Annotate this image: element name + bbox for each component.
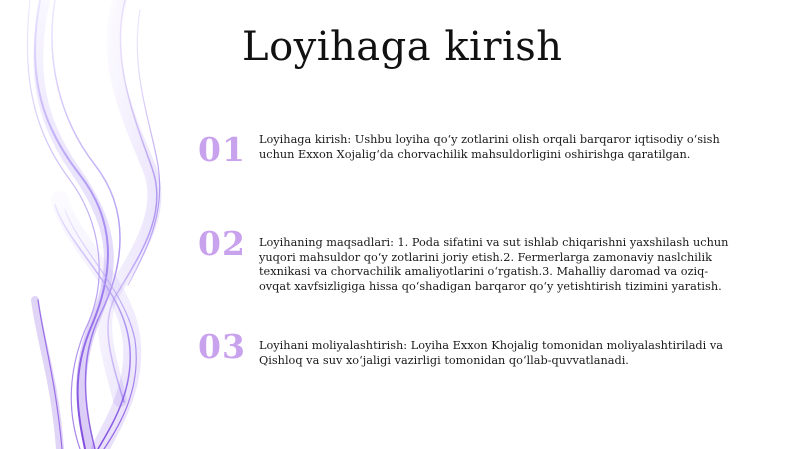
item-number: 01 <box>198 130 246 169</box>
slide-title: Loyihaga kirish <box>242 24 563 70</box>
item-text: Loyihani moliyalashtirish: Loyiha Exxon Khojalig tomonidan moliyalashtiriladi va Qishloq va suv xo‘jaligi vazirligi tomonidan qo‘llab-quvvatlanadi. <box>259 339 723 367</box>
item-number: 03 <box>198 327 246 366</box>
item-number: 02 <box>198 224 246 263</box>
item-text: Loyihaning maqsadlari: 1. Poda sifatini va sut ishlab chiqarishni yaxshilash uchun yuqori mahsuldor qo‘y zotlarini joriy etish.2. Fermerlarga zamonaviy naslchilik texnikasi va chorvachilik amaliyotlarini o‘rgatish.3. Mahalliy daromad va oziq-ovqat xavfsizligiga hissa qo‘shadigan barqaror qo‘y yetishtirish tizimini yaratish. <box>259 236 729 293</box>
item-text: Loyihaga kirish: Ushbu loyiha qo‘y zotlarini olish orqali barqaror iqtisodiy o‘sish uchun Exxon Xojalig‘da chorvachilik mahsuldorligini oshirishga qaratilgan. <box>259 133 720 161</box>
purple-wave-decoration <box>0 0 200 449</box>
